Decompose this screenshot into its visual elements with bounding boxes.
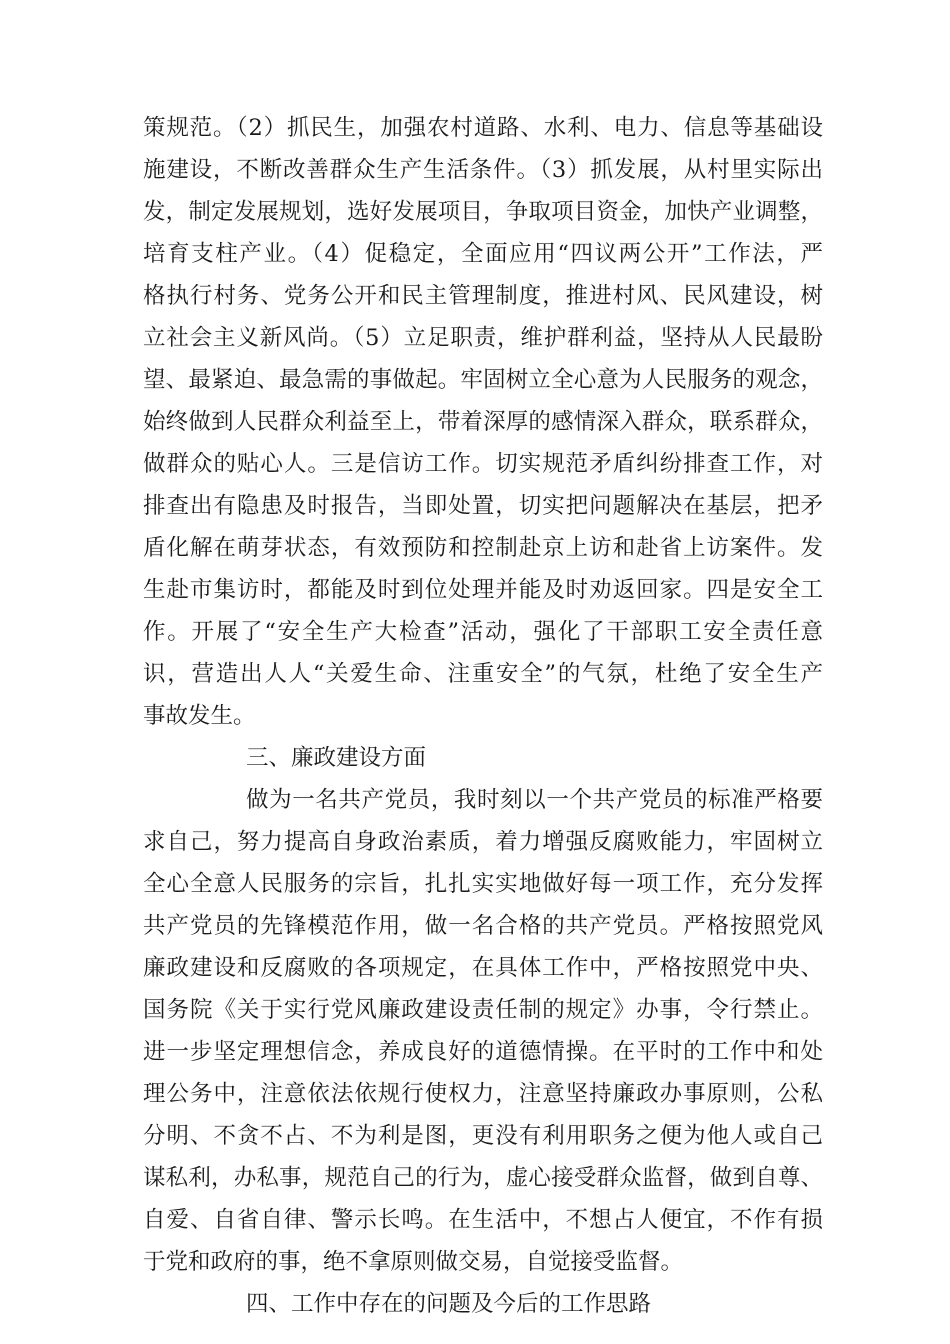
text-line: 全心全意人民服务的宗旨，扎扎实实地做好每一项工作，充分发挥	[143, 871, 823, 897]
text-line: 理公务中，注意依法依规行使权力，注意坚持廉政办事原则，公私	[143, 1081, 823, 1107]
text-line: 廉政建设和反腐败的各项规定，在具体工作中，严格按照党中央、	[143, 955, 823, 981]
section-heading-3: 三、廉政建设方面	[246, 745, 427, 771]
text-line: 识，营造出人人“关爱生命、注重安全”的气氛，杜绝了安全生产	[143, 661, 823, 687]
text-line: 于党和政府的事，绝不拿原则做交易，自觉接受监督。	[143, 1249, 684, 1275]
text-line: 格执行村务、党务公开和民主管理制度，推进村风、民风建设，树	[143, 283, 823, 309]
text-line: 培育支柱产业。（4）促稳定，全面应用“四议两公开”工作法，严	[143, 241, 823, 267]
text-line: 事故发生。	[143, 703, 256, 729]
text-line: 做为一名共产党员，我时刻以一个共产党员的标准严格要	[246, 787, 823, 813]
text-line: 求自己，努力提高自身政治素质，着力增强反腐败能力，牢固树立	[143, 829, 823, 855]
section-heading-4: 四、工作中存在的问题及今后的工作思路	[246, 1291, 652, 1317]
text-line: 施建设，不断改善群众生产生活条件。（3）抓发展，从村里实际出	[143, 157, 823, 183]
text-line: 自爱、自省自律、警示长鸣。在生活中，不想占人便宜，不作有损	[143, 1207, 823, 1233]
text-line: 策规范。（2）抓民生，加强农村道路、水利、电力、信息等基础设	[143, 115, 823, 141]
text-line: 进一步坚定理想信念，养成良好的道德情操。在平时的工作中和处	[143, 1039, 823, 1065]
text-line: 共产党员的先锋模范作用，做一名合格的共产党员。严格按照党风	[143, 913, 823, 939]
text-line: 盾化解在萌芽状态，有效预防和控制赴京上访和赴省上访案件。发	[143, 535, 823, 561]
text-line: 立社会主义新风尚。（5）立足职责，维护群利益，坚持从人民最盼	[143, 325, 823, 351]
text-line: 发，制定发展规划，选好发展项目，争取项目资金，加快产业调整，	[143, 199, 823, 225]
text-line: 始终做到人民群众利益至上，带着深厚的感情深入群众，联系群众，	[143, 409, 823, 435]
text-line: 望、最紧迫、最急需的事做起。牢固树立全心意为人民服务的观念，	[143, 367, 823, 393]
text-line: 分明、不贪不占、不为利是图，更没有利用职务之便为他人或自己	[143, 1123, 823, 1149]
text-line: 国务院《关于实行党风廉政建设责任制的规定》办事，令行禁止。	[143, 997, 823, 1023]
text-line: 做群众的贴心人。三是信访工作。切实规范矛盾纠纷排查工作，对	[143, 451, 823, 477]
text-line: 排查出有隐患及时报告，当即处置，切实把问题解决在基层，把矛	[143, 493, 823, 519]
text-line: 谋私利，办私事，规范自己的行为，虚心接受群众监督，做到自尊、	[143, 1165, 823, 1191]
text-line: 生赴市集访时，都能及时到位处理并能及时劝返回家。四是安全工	[143, 577, 823, 603]
text-line: 作。开展了“安全生产大检查”活动，强化了干部职工安全责任意	[143, 619, 823, 645]
